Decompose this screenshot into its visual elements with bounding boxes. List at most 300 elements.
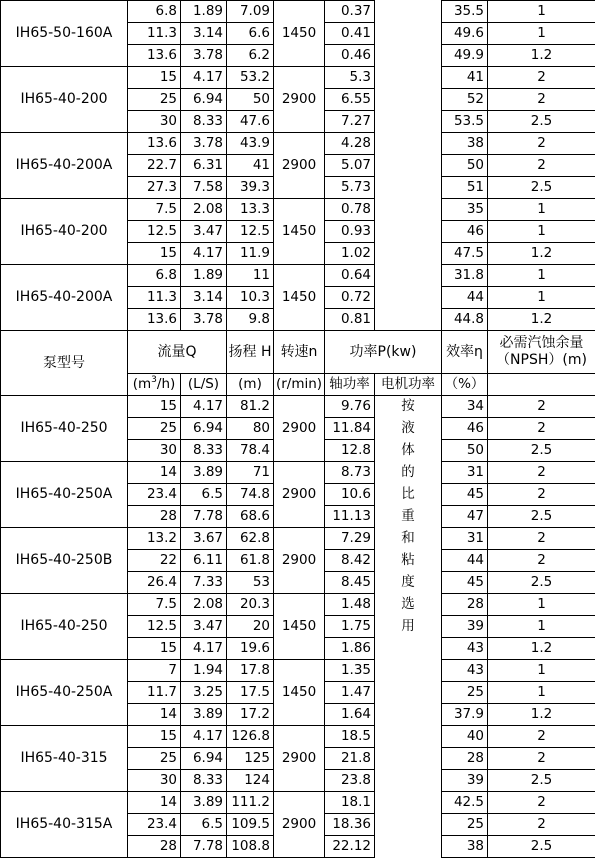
speed-cell: 2900	[274, 396, 325, 462]
flow-ls-cell: 3.47	[181, 616, 227, 638]
motor-power-cell	[375, 111, 442, 133]
efficiency-cell: 51	[442, 177, 488, 199]
motor-power-cell	[375, 45, 442, 67]
npsh-cell: 2.5	[488, 506, 595, 528]
flow-m3h-cell: 23.4	[128, 484, 181, 506]
npsh-cell: 1	[488, 23, 595, 45]
head-cell: 17.2	[227, 704, 274, 726]
pump-model-cell: IH65-40-200A	[1, 265, 128, 331]
efficiency-cell: 38	[442, 133, 488, 155]
pump-model-cell: IH65-40-250	[1, 594, 128, 660]
efficiency-cell: 49.6	[442, 23, 488, 45]
npsh-cell: 1	[488, 221, 595, 243]
table-row	[1, 396, 595, 418]
flow-m3h-cell: 14	[128, 462, 181, 484]
header-npsh-unit-blank	[488, 374, 595, 396]
npsh-cell: 2	[488, 133, 595, 155]
motor-power-cell	[375, 309, 442, 331]
shaft-power-cell: 7.29	[325, 528, 375, 550]
head-cell: 68.6	[227, 506, 274, 528]
motor-power-cell	[375, 660, 442, 682]
flow-m3h-cell: 15	[128, 67, 181, 89]
head-cell: 9.8	[227, 309, 274, 331]
flow-m3h-cell: 11.7	[128, 682, 181, 704]
flow-m3h-cell: 25	[128, 418, 181, 440]
efficiency-cell: 44.8	[442, 309, 488, 331]
head-cell: 108.8	[227, 836, 274, 858]
shaft-power-cell: 6.55	[325, 89, 375, 111]
header-head: 扬程 H	[227, 331, 274, 374]
npsh-cell: 2.5	[488, 770, 595, 792]
speed-cell: 1450	[274, 660, 325, 726]
npsh-cell: 1.2	[488, 45, 595, 67]
npsh-cell: 2	[488, 155, 595, 177]
head-cell: 109.5	[227, 814, 274, 836]
head-cell: 20.3	[227, 594, 274, 616]
npsh-cell: 1.2	[488, 309, 595, 331]
shaft-power-cell: 5.07	[325, 155, 375, 177]
head-cell: 39.3	[227, 177, 274, 199]
pump-model-cell: IH65-40-200	[1, 67, 128, 133]
header-npsh	[488, 331, 595, 374]
motor-power-cell	[375, 682, 442, 704]
shaft-power-cell: 0.64	[325, 265, 375, 287]
head-cell: 7.09	[227, 1, 274, 23]
npsh-cell: 2	[488, 814, 595, 836]
shaft-power-cell: 0.72	[325, 287, 375, 309]
flow-m3h-cell: 30	[128, 770, 181, 792]
header-npsh-line1: 必需汽蚀余量	[499, 335, 584, 351]
efficiency-cell: 28	[442, 748, 488, 770]
shaft-power-cell: 11.13	[325, 506, 375, 528]
efficiency-cell: 31	[442, 528, 488, 550]
efficiency-cell: 47.5	[442, 243, 488, 265]
flow-m3h-cell: 23.4	[128, 814, 181, 836]
table-body-top	[1, 1, 595, 331]
shaft-power-cell: 12.8	[325, 440, 375, 462]
efficiency-cell: 28	[442, 594, 488, 616]
head-cell: 13.3	[227, 199, 274, 221]
motor-power-cell	[375, 287, 442, 309]
npsh-cell: 2	[488, 484, 595, 506]
efficiency-cell: 35	[442, 199, 488, 221]
flow-ls-cell: 3.47	[181, 221, 227, 243]
npsh-cell: 2	[488, 792, 595, 814]
table-row	[1, 726, 595, 748]
pump-model-cell: IH65-40-250B	[1, 528, 128, 594]
flow-m3h-cell: 15	[128, 638, 181, 660]
flow-ls-cell: 4.17	[181, 67, 227, 89]
head-cell: 124	[227, 770, 274, 792]
flow-m3h-cell: 30	[128, 111, 181, 133]
efficiency-cell: 41	[442, 67, 488, 89]
flow-m3h-cell: 22.7	[128, 155, 181, 177]
motor-power-note-cell: 按	[375, 396, 442, 418]
header-power: 功率P(kw)	[325, 331, 442, 374]
flow-ls-cell: 8.33	[181, 440, 227, 462]
npsh-cell: 2.5	[488, 111, 595, 133]
flow-m3h-cell: 13.6	[128, 309, 181, 331]
flow-ls-cell: 3.89	[181, 792, 227, 814]
npsh-cell: 1	[488, 594, 595, 616]
head-cell: 111.2	[227, 792, 274, 814]
shaft-power-cell: 5.3	[325, 67, 375, 89]
speed-cell: 2900	[274, 726, 325, 792]
npsh-cell: 2.5	[488, 177, 595, 199]
head-cell: 11.9	[227, 243, 274, 265]
pump-model-cell: IH65-40-250A	[1, 462, 128, 528]
flow-m3h-cell: 13.6	[128, 133, 181, 155]
motor-power-cell	[375, 133, 442, 155]
header-model: 泵型号	[1, 331, 128, 396]
npsh-cell: 2.5	[488, 440, 595, 462]
flow-m3h-cell: 15	[128, 243, 181, 265]
shaft-power-cell: 21.8	[325, 748, 375, 770]
motor-power-note-cell: 比	[375, 484, 442, 506]
npsh-cell: 2	[488, 396, 595, 418]
speed-cell: 2900	[274, 133, 325, 199]
flow-m3h-cell: 12.5	[128, 616, 181, 638]
head-cell: 10.3	[227, 287, 274, 309]
motor-power-cell	[375, 748, 442, 770]
efficiency-cell: 44	[442, 550, 488, 572]
motor-power-note-cell: 选	[375, 594, 442, 616]
efficiency-cell: 39	[442, 616, 488, 638]
table-row	[1, 792, 595, 814]
flow-ls-cell: 4.17	[181, 638, 227, 660]
head-cell: 53	[227, 572, 274, 594]
efficiency-cell: 46	[442, 418, 488, 440]
efficiency-cell: 50	[442, 155, 488, 177]
shaft-power-cell: 18.5	[325, 726, 375, 748]
motor-power-cell	[375, 177, 442, 199]
pump-model-cell: IH65-40-200	[1, 199, 128, 265]
shaft-power-cell: 5.73	[325, 177, 375, 199]
efficiency-cell: 37.9	[442, 704, 488, 726]
pump-model-cell: IH65-50-160A	[1, 1, 128, 67]
efficiency-cell: 43	[442, 660, 488, 682]
head-cell: 12.5	[227, 221, 274, 243]
shaft-power-cell: 18.1	[325, 792, 375, 814]
header-efficiency-unit: （%）	[442, 374, 488, 396]
shaft-power-cell: 9.76	[325, 396, 375, 418]
flow-m3h-cell: 14	[128, 792, 181, 814]
flow-ls-cell: 7.78	[181, 836, 227, 858]
head-cell: 43.9	[227, 133, 274, 155]
head-cell: 61.8	[227, 550, 274, 572]
flow-m3h-cell: 11.3	[128, 23, 181, 45]
flow-m3h-cell: 15	[128, 396, 181, 418]
motor-power-note-cell: 和	[375, 528, 442, 550]
head-cell: 80	[227, 418, 274, 440]
npsh-cell: 2	[488, 550, 595, 572]
efficiency-cell: 53.5	[442, 111, 488, 133]
efficiency-cell: 35.5	[442, 1, 488, 23]
motor-power-note-cell: 用	[375, 616, 442, 638]
pump-model-cell: IH65-40-250	[1, 396, 128, 462]
head-cell: 78.4	[227, 440, 274, 462]
motor-power-note-cell: 度	[375, 572, 442, 594]
table-row	[1, 265, 595, 287]
flow-ls-cell: 4.17	[181, 396, 227, 418]
head-cell: 20	[227, 616, 274, 638]
efficiency-cell: 40	[442, 726, 488, 748]
flow-ls-cell: 7.33	[181, 572, 227, 594]
flow-ls-cell: 3.78	[181, 309, 227, 331]
flow-m3h-cell: 28	[128, 506, 181, 528]
flow-ls-cell: 8.33	[181, 111, 227, 133]
shaft-power-cell: 8.45	[325, 572, 375, 594]
shaft-power-cell: 11.84	[325, 418, 375, 440]
flow-m3h-cell: 22	[128, 550, 181, 572]
motor-power-cell	[375, 89, 442, 111]
npsh-cell: 2	[488, 67, 595, 89]
flow-ls-cell: 3.89	[181, 704, 227, 726]
shaft-power-cell: 23.8	[325, 770, 375, 792]
motor-power-cell	[375, 638, 442, 660]
motor-power-note-cell: 的	[375, 462, 442, 484]
flow-ls-cell: 1.89	[181, 265, 227, 287]
flow-ls-cell: 8.33	[181, 770, 227, 792]
efficiency-cell: 43	[442, 638, 488, 660]
table-row	[1, 67, 595, 89]
shaft-power-cell: 10.6	[325, 484, 375, 506]
npsh-cell: 1	[488, 682, 595, 704]
head-cell: 53.2	[227, 67, 274, 89]
efficiency-cell: 39	[442, 770, 488, 792]
shaft-power-cell: 1.75	[325, 616, 375, 638]
speed-cell: 2900	[274, 792, 325, 858]
npsh-cell: 1	[488, 265, 595, 287]
motor-power-note-cell: 液	[375, 418, 442, 440]
flow-m3h-cell: 25	[128, 89, 181, 111]
shaft-power-cell: 1.35	[325, 660, 375, 682]
speed-cell: 1450	[274, 199, 325, 265]
shaft-power-cell: 0.93	[325, 221, 375, 243]
flow-m3h-cell: 11.3	[128, 287, 181, 309]
motor-power-cell	[375, 265, 442, 287]
flow-ls-cell: 3.14	[181, 287, 227, 309]
flow-ls-cell: 3.78	[181, 133, 227, 155]
npsh-cell: 1	[488, 1, 595, 23]
efficiency-cell: 49.9	[442, 45, 488, 67]
npsh-cell: 2.5	[488, 836, 595, 858]
flow-ls-cell: 4.17	[181, 726, 227, 748]
header-efficiency: 效率η	[442, 331, 488, 374]
motor-power-cell	[375, 23, 442, 45]
efficiency-cell: 42.5	[442, 792, 488, 814]
flow-ls-cell: 6.31	[181, 155, 227, 177]
flow-ls-cell: 2.08	[181, 594, 227, 616]
speed-cell: 1450	[274, 265, 325, 331]
head-cell: 125	[227, 748, 274, 770]
table-body-bottom	[1, 396, 595, 858]
flow-ls-cell: 7.78	[181, 506, 227, 528]
flow-ls-cell: 3.14	[181, 23, 227, 45]
flow-ls-cell: 3.89	[181, 462, 227, 484]
efficiency-cell: 44	[442, 287, 488, 309]
motor-power-note-cell: 体	[375, 440, 442, 462]
header-head-unit: (m)	[227, 374, 274, 396]
flow-m3h-cell: 26.4	[128, 572, 181, 594]
efficiency-cell: 46	[442, 221, 488, 243]
flow-m3h-cell: 6.8	[128, 1, 181, 23]
flow-m3h-cell: 7.5	[128, 594, 181, 616]
shaft-power-cell: 8.73	[325, 462, 375, 484]
flow-ls-cell: 1.89	[181, 1, 227, 23]
flow-m3h-cell: 28	[128, 836, 181, 858]
table-row	[1, 1, 595, 23]
shaft-power-cell: 1.86	[325, 638, 375, 660]
efficiency-cell: 25	[442, 814, 488, 836]
speed-cell: 2900	[274, 67, 325, 133]
shaft-power-cell: 0.78	[325, 199, 375, 221]
npsh-cell: 1.2	[488, 638, 595, 660]
flow-ls-cell: 6.11	[181, 550, 227, 572]
flow-ls-cell: 1.94	[181, 660, 227, 682]
efficiency-cell: 50	[442, 440, 488, 462]
header-shaft-power: 轴功率	[325, 374, 375, 396]
table-row	[1, 462, 595, 484]
head-cell: 62.8	[227, 528, 274, 550]
motor-power-cell	[375, 770, 442, 792]
npsh-cell: 2	[488, 726, 595, 748]
motor-power-cell	[375, 704, 442, 726]
flow-m3h-cell: 12.5	[128, 221, 181, 243]
header-npsh-line2: （NPSH）(m)	[496, 352, 587, 368]
shaft-power-cell: 1.47	[325, 682, 375, 704]
motor-power-cell	[375, 67, 442, 89]
pump-model-cell: IH65-40-200A	[1, 133, 128, 199]
flow-m3h-cell: 25	[128, 748, 181, 770]
table-row	[1, 594, 595, 616]
header-speed: 转速n	[274, 331, 325, 374]
shaft-power-cell: 7.27	[325, 111, 375, 133]
flow-m3h-cell: 6.8	[128, 265, 181, 287]
shaft-power-cell: 1.64	[325, 704, 375, 726]
table-row	[1, 528, 595, 550]
shaft-power-cell: 8.42	[325, 550, 375, 572]
efficiency-cell: 31	[442, 462, 488, 484]
head-cell: 11	[227, 265, 274, 287]
head-cell: 17.5	[227, 682, 274, 704]
motor-power-cell	[375, 726, 442, 748]
table-row	[1, 660, 595, 682]
efficiency-cell: 25	[442, 682, 488, 704]
pump-model-cell: IH65-40-250A	[1, 660, 128, 726]
npsh-cell: 2	[488, 528, 595, 550]
npsh-cell: 1	[488, 616, 595, 638]
head-cell: 81.2	[227, 396, 274, 418]
head-cell: 126.8	[227, 726, 274, 748]
head-cell: 6.6	[227, 23, 274, 45]
shaft-power-cell: 4.28	[325, 133, 375, 155]
flow-ls-cell: 3.67	[181, 528, 227, 550]
npsh-cell: 1	[488, 199, 595, 221]
flow-ls-cell: 3.78	[181, 45, 227, 67]
table-row	[1, 133, 595, 155]
npsh-cell: 1	[488, 287, 595, 309]
motor-power-cell	[375, 814, 442, 836]
pump-model-cell: IH65-40-315A	[1, 792, 128, 858]
npsh-cell: 2	[488, 462, 595, 484]
shaft-power-cell: 0.46	[325, 45, 375, 67]
motor-power-cell	[375, 243, 442, 265]
shaft-power-cell: 18.36	[325, 814, 375, 836]
flow-ls-cell: 6.5	[181, 484, 227, 506]
motor-power-cell	[375, 221, 442, 243]
pump-model-cell: IH65-40-315	[1, 726, 128, 792]
shaft-power-cell: 0.81	[325, 309, 375, 331]
flow-ls-cell: 6.94	[181, 418, 227, 440]
flow-ls-cell: 6.94	[181, 89, 227, 111]
header-motor-power: 电机功率	[375, 374, 442, 396]
shaft-power-cell: 22.12	[325, 836, 375, 858]
flow-m3h-cell: 14	[128, 704, 181, 726]
flow-m3h-cell: 15	[128, 726, 181, 748]
npsh-cell: 2	[488, 748, 595, 770]
flow-ls-cell: 4.17	[181, 243, 227, 265]
head-cell: 50	[227, 89, 274, 111]
flow-ls-cell: 6.94	[181, 748, 227, 770]
npsh-cell: 1.2	[488, 243, 595, 265]
efficiency-cell: 38	[442, 836, 488, 858]
npsh-cell: 2.5	[488, 572, 595, 594]
table-row	[1, 199, 595, 221]
motor-power-cell	[375, 1, 442, 23]
table-header	[1, 331, 595, 396]
header-flow-unit-ls: (L/S)	[181, 374, 227, 396]
header-speed-unit: (r/min)	[274, 374, 325, 396]
shaft-power-cell: 1.02	[325, 243, 375, 265]
head-cell: 17.8	[227, 660, 274, 682]
npsh-cell: 1	[488, 660, 595, 682]
flow-m3h-cell: 7.5	[128, 199, 181, 221]
npsh-cell: 2	[488, 89, 595, 111]
speed-cell: 1450	[274, 1, 325, 67]
head-cell: 6.2	[227, 45, 274, 67]
motor-power-cell	[375, 836, 442, 858]
efficiency-cell: 34	[442, 396, 488, 418]
npsh-cell: 2	[488, 418, 595, 440]
flow-ls-cell: 6.5	[181, 814, 227, 836]
npsh-cell: 1.2	[488, 704, 595, 726]
head-cell: 47.6	[227, 111, 274, 133]
flow-m3h-cell: 30	[128, 440, 181, 462]
flow-m3h-cell: 13.6	[128, 45, 181, 67]
speed-cell: 1450	[274, 594, 325, 660]
motor-power-note-cell: 粘	[375, 550, 442, 572]
header-flow: 流量Q	[128, 331, 227, 374]
flow-m3h-cell: 7	[128, 660, 181, 682]
efficiency-cell: 45	[442, 572, 488, 594]
head-cell: 41	[227, 155, 274, 177]
shaft-power-cell: 0.37	[325, 1, 375, 23]
efficiency-cell: 45	[442, 484, 488, 506]
flow-m3h-cell: 27.3	[128, 177, 181, 199]
motor-power-cell	[375, 155, 442, 177]
header-flow-unit-m3h: $(m^3/h)$	[128, 374, 181, 396]
efficiency-cell: 47	[442, 506, 488, 528]
motor-power-cell	[375, 792, 442, 814]
flow-m3h-cell: 13.2	[128, 528, 181, 550]
flow-ls-cell: 2.08	[181, 199, 227, 221]
shaft-power-cell: 1.48	[325, 594, 375, 616]
efficiency-cell: 31.8	[442, 265, 488, 287]
head-cell: 19.6	[227, 638, 274, 660]
head-cell: 71	[227, 462, 274, 484]
flow-ls-cell: 3.25	[181, 682, 227, 704]
